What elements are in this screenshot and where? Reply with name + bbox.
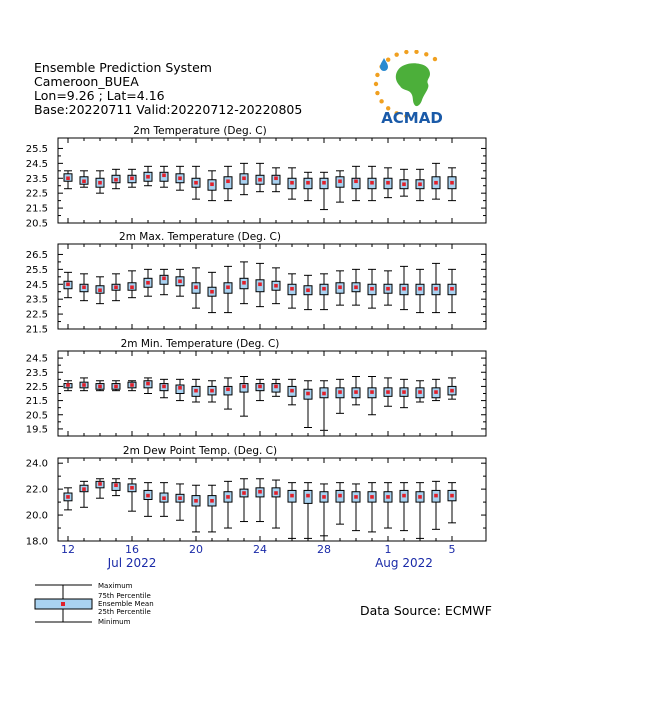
- panel-title: 2m Dew Point Temp. (Deg. C): [122, 445, 278, 457]
- mean-marker: [322, 181, 326, 185]
- mean-marker: [322, 287, 326, 291]
- mean-marker: [370, 495, 374, 499]
- legend-label-p25: 25th Percentile: [98, 608, 151, 616]
- panel-title: 2m Min. Temperature (Deg. C): [120, 338, 280, 350]
- mean-marker: [450, 287, 454, 291]
- mean-marker: [146, 382, 150, 386]
- legend: [30, 578, 180, 626]
- mean-marker: [162, 173, 166, 177]
- mean-marker: [290, 287, 294, 291]
- mean-marker: [434, 181, 438, 185]
- mean-marker: [210, 182, 214, 186]
- mean-marker: [338, 494, 342, 498]
- y-tick-label: 20.5: [25, 410, 48, 422]
- mean-marker: [210, 389, 214, 393]
- mean-marker: [370, 390, 374, 394]
- mean-marker: [354, 179, 358, 183]
- mean-marker: [386, 495, 390, 499]
- mean-marker: [274, 385, 278, 389]
- mean-marker: [450, 389, 454, 393]
- panel-title: 2m Max. Temperature (Deg. C): [119, 231, 281, 243]
- header-line-coordinates: Lon=9.26 ; Lat=4.16: [34, 88, 165, 103]
- mean-marker: [338, 179, 342, 183]
- panel-title: 2m Temperature (Deg. C): [133, 125, 267, 137]
- mean-marker: [290, 181, 294, 185]
- y-tick-label: 21.5: [25, 203, 48, 215]
- mean-marker: [66, 383, 70, 387]
- mean-marker: [98, 385, 102, 389]
- mean-marker: [290, 389, 294, 393]
- x-month-label: Aug 2022: [375, 556, 433, 570]
- y-tick-label: 18.0: [25, 536, 48, 548]
- mean-marker: [386, 181, 390, 185]
- mean-marker: [418, 287, 422, 291]
- mean-marker: [450, 494, 454, 498]
- mean-marker: [130, 383, 134, 387]
- mean-marker: [162, 276, 166, 280]
- mean-marker: [306, 181, 310, 185]
- mean-marker: [306, 392, 310, 396]
- mean-marker: [402, 182, 406, 186]
- mean-marker: [402, 390, 406, 394]
- mean-marker: [226, 179, 230, 183]
- mean-marker: [370, 181, 374, 185]
- y-tick-label: 20.5: [25, 218, 48, 230]
- mean-marker: [210, 290, 214, 294]
- mean-marker: [178, 279, 182, 283]
- mean-marker: [242, 281, 246, 285]
- mean-marker: [162, 496, 166, 500]
- y-tick-label: 23.5: [25, 294, 48, 306]
- mean-marker: [114, 178, 118, 182]
- mean-marker: [162, 385, 166, 389]
- y-tick-label: 24.0: [25, 458, 48, 470]
- mean-marker: [226, 495, 230, 499]
- y-tick-label: 25.5: [25, 264, 48, 276]
- y-tick-label: 22.5: [25, 381, 48, 393]
- mean-marker: [274, 176, 278, 180]
- mean-marker: [130, 486, 134, 490]
- legend-label-p75: 75th Percentile: [98, 592, 151, 600]
- x-day-label: 12: [61, 543, 75, 556]
- y-tick-label: 25.5: [25, 143, 48, 155]
- x-day-label: 28: [317, 543, 331, 556]
- logo-text: ACMAD: [381, 109, 443, 127]
- mean-marker: [146, 494, 150, 498]
- mean-marker: [354, 285, 358, 289]
- mean-marker: [210, 499, 214, 503]
- mean-marker: [114, 285, 118, 289]
- mean-marker: [274, 284, 278, 288]
- mean-marker: [82, 179, 86, 183]
- mean-marker: [418, 495, 422, 499]
- mean-marker: [194, 181, 198, 185]
- mean-marker: [82, 285, 86, 289]
- mean-marker: [82, 383, 86, 387]
- mean-marker: [130, 176, 134, 180]
- mean-marker: [242, 491, 246, 495]
- mean-marker: [322, 392, 326, 396]
- data-source-label: Data Source: ECMWF: [360, 603, 492, 618]
- mean-marker: [82, 487, 86, 491]
- header-line-validity: Base:20220711 Valid:20220712-20220805: [34, 102, 303, 117]
- y-tick-label: 24.5: [25, 353, 48, 365]
- legend-label-minimum: Minimum: [98, 618, 131, 626]
- mean-marker: [370, 287, 374, 291]
- mean-marker: [306, 494, 310, 498]
- mean-marker: [66, 176, 70, 180]
- y-tick-label: 24.5: [25, 279, 48, 291]
- mean-marker: [242, 176, 246, 180]
- mean-marker: [354, 390, 358, 394]
- y-tick-label: 22.0: [25, 484, 48, 496]
- mean-marker: [258, 385, 262, 389]
- mean-marker: [434, 287, 438, 291]
- mean-marker: [338, 285, 342, 289]
- header-line-location: Cameroon_BUEA: [34, 74, 139, 89]
- mean-marker: [258, 178, 262, 182]
- mean-marker: [146, 281, 150, 285]
- mean-marker: [306, 288, 310, 292]
- mean-marker: [434, 494, 438, 498]
- x-day-label: 5: [448, 543, 456, 556]
- mean-marker: [434, 390, 438, 394]
- legend-mean-marker: [61, 602, 65, 606]
- mean-marker: [418, 182, 422, 186]
- mean-marker: [450, 181, 454, 185]
- mean-marker: [386, 390, 390, 394]
- x-month-label: Jul 2022: [107, 556, 157, 570]
- y-tick-label: 21.5: [25, 396, 48, 408]
- mean-marker: [242, 385, 246, 389]
- mean-marker: [322, 495, 326, 499]
- mean-marker: [114, 385, 118, 389]
- mean-marker: [194, 389, 198, 393]
- mean-marker: [114, 483, 118, 487]
- mean-marker: [386, 287, 390, 291]
- y-tick-label: 20.0: [25, 510, 48, 522]
- mean-marker: [194, 499, 198, 503]
- legend-label-mean: Ensemble Mean: [98, 600, 154, 608]
- y-tick-label: 19.5: [25, 424, 48, 436]
- y-tick-label: 24.5: [25, 158, 48, 170]
- header-line-system: Ensemble Prediction System: [34, 60, 212, 75]
- y-tick-label: 21.5: [25, 324, 48, 336]
- y-tick-label: 26.5: [25, 249, 48, 261]
- mean-marker: [290, 494, 294, 498]
- x-day-label: 24: [253, 543, 267, 556]
- mean-marker: [66, 495, 70, 499]
- mean-marker: [418, 390, 422, 394]
- x-day-label: 16: [125, 543, 139, 556]
- y-tick-label: 22.5: [25, 309, 48, 321]
- mean-marker: [226, 387, 230, 391]
- y-tick-label: 23.5: [25, 367, 48, 379]
- mean-marker: [146, 175, 150, 179]
- mean-marker: [402, 494, 406, 498]
- y-tick-label: 23.5: [25, 173, 48, 185]
- mean-marker: [98, 482, 102, 486]
- x-day-label: 20: [189, 543, 203, 556]
- mean-marker: [130, 285, 134, 289]
- mean-marker: [178, 496, 182, 500]
- x-day-label: 1: [384, 543, 392, 556]
- legend-label-maximum: Maximum: [98, 582, 133, 590]
- mean-marker: [226, 285, 230, 289]
- mean-marker: [194, 285, 198, 289]
- mean-marker: [274, 491, 278, 495]
- mean-marker: [66, 282, 70, 286]
- y-tick-label: 22.5: [25, 188, 48, 200]
- mean-marker: [338, 390, 342, 394]
- mean-marker: [354, 495, 358, 499]
- mean-marker: [98, 181, 102, 185]
- mean-marker: [178, 386, 182, 390]
- mean-marker: [98, 288, 102, 292]
- mean-marker: [178, 176, 182, 180]
- mean-marker: [258, 490, 262, 494]
- mean-marker: [258, 282, 262, 286]
- mean-marker: [402, 287, 406, 291]
